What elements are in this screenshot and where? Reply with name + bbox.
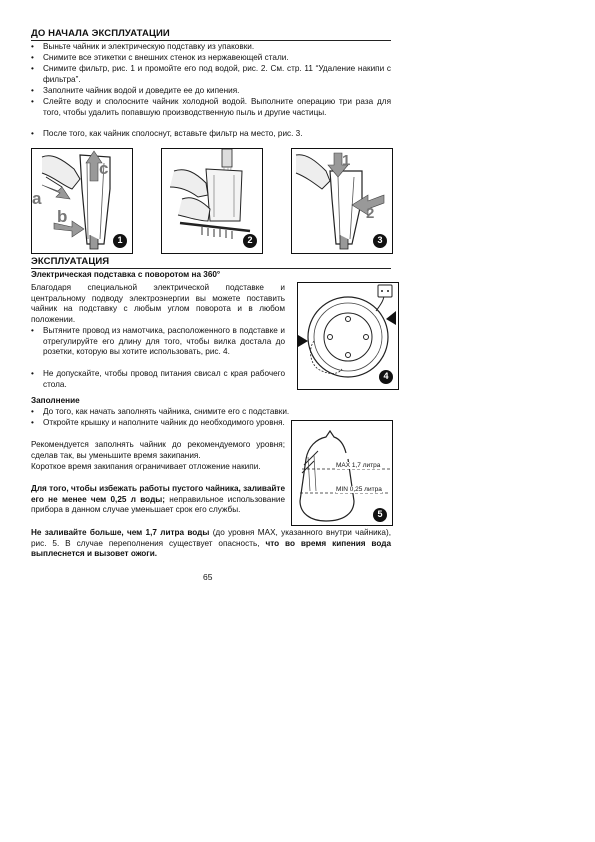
max-water-warning: Не заливайте больше, чем 1,7 литра воды (31, 528, 210, 537)
list-item: • Снимите все этикетки с внешних стенок из нержавеющей стали. (31, 53, 289, 62)
figure-4-power-base (297, 282, 399, 390)
list-item: • Снимите фильтр, рис. 1 и промойте его под водой, рис. 2. См. стр. 11 “Удаление накипи с фильтра”. (31, 64, 391, 84)
fig1-label-c: c (99, 159, 109, 178)
fig3-label-1: 1 (342, 152, 351, 169)
list-item: • Вытяните провод из намотчика, расположенного в подставке и отрегулируйте его длину для того, чтобы вилка достала до розетки, которую вы хотите использовать, рис. 4. (31, 326, 285, 357)
list-item: • Откройте крышку и наполните чайник до необходимого уровня. (31, 418, 285, 427)
page-number: 65 (203, 572, 213, 582)
section-title-before-use: ДО НАЧАЛА ЭКСПЛУАТАЦИИ (31, 28, 170, 39)
figure-5-water-levels (291, 420, 393, 526)
fig5-number: 5 (377, 509, 383, 519)
list-item: • После того, как чайник сполоснут, вставьте фильтр на место, рис. 3. (31, 129, 303, 138)
list-item: • До того, как начать заполнять чайника, снимите его с подставки. (31, 407, 290, 416)
fig2-number: 2 (247, 235, 253, 245)
filling-paragraph-1: Рекомендуется заполнять чайник до рекомендуемого уровня; сделав так, вы уменьшите время закипания. (31, 440, 285, 460)
subsection-title-filling: Заполнение (31, 396, 80, 405)
list-item: • Заполните чайник водой и доведите ее до кипения. (31, 86, 240, 95)
max-level-label: MAX 1,7 литра (336, 462, 381, 469)
subsection-title-base: Электрическая подставка с поворотом на 360° (31, 270, 221, 279)
figure-3-insert-filter (291, 148, 393, 254)
fig4-number: 4 (383, 371, 389, 381)
list-item: • Не допускайте, чтобы провод питания свисал с края рабочего стола. (31, 369, 285, 389)
fig1-label-a: a (32, 189, 42, 208)
fig1-label-b: b (57, 207, 68, 226)
title-rule (31, 268, 391, 269)
filling-paragraph-2: Короткое время закипания ограничивает отложение накипи. (31, 462, 261, 471)
list-item: • Выньте чайник и электрическую подставку из упаковки. (31, 42, 255, 51)
base-paragraph: Благодаря специальной электрической подставке и центральному подводу электроэнергии вы можете поставить чайник на подставку с любым углом поворота и в любом положении. (31, 283, 285, 324)
fig3-number: 3 (377, 235, 383, 245)
title-rule (31, 40, 391, 41)
list-item: • Слейте воду и сполосните чайник холодной водой. Выполните операцию три раза для того, чтобы удалить попавшую производственную пыль и другие частицы. (31, 97, 391, 117)
fig1-number: 1 (117, 235, 123, 245)
boil-over-warning: что во время кипения вода выплеснется и вызовет ожоги. (31, 538, 392, 559)
figure-2-rinse-filter (161, 148, 263, 254)
filling-paragraph-3: Для того, чтобы избежать работы пустого чайника, заливайте его не менее чем 0,25 л воды; неправильное использование прибора в данном случае уменьшает срок его службы. (31, 484, 285, 515)
min-water-warning: Для того, чтобы избежать работы пустого чайника, заливайте его не менее чем 0,25 л воды; (31, 484, 285, 504)
section-title-operation: ЭКСПЛУАТАЦИЯ (31, 256, 110, 267)
filling-paragraph-4: Не заливайте больше, чем 1,7 литра воды (до уровня MAX, указанного внутри чайника), рис. 5. В случае переполнения существует опасность, что во время кипения вода выплеснется и вызовет ожоги. (31, 528, 392, 559)
min-level-label: MIN 0,25 литра (336, 486, 382, 493)
figure-1-remove-filter (31, 148, 133, 254)
fig3-label-2: 2 (366, 205, 375, 222)
